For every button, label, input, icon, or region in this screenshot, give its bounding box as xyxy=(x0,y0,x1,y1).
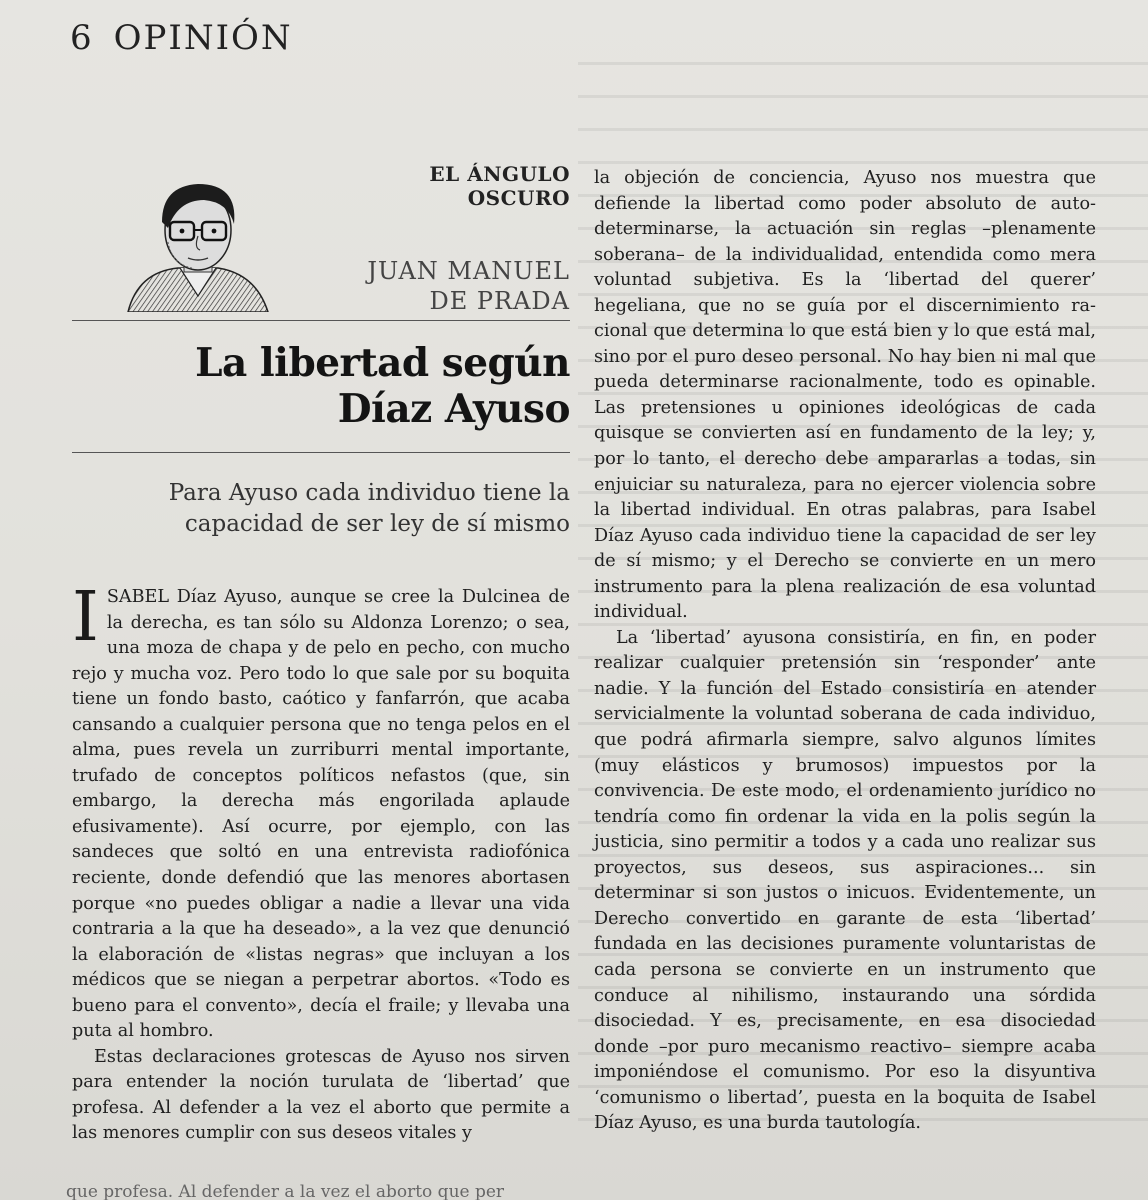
page-number: 6 xyxy=(70,18,94,58)
bleed-through-bottom-text: que profesa. Al defender a la vez el aborto que per xyxy=(66,1182,505,1200)
article-subheadline xyxy=(72,478,570,540)
author-portrait-icon xyxy=(118,172,278,312)
subheadline-line-1: Para Ayuso cada individuo tiene la xyxy=(168,480,570,506)
right-column xyxy=(594,166,1096,1137)
paragraph-1-text: SABEL Díaz Ayuso, aunque se cree la Dulcinea de la derecha, es tan sólo su Aldonza Lorenzo; o sea, una moza de chapa y de pelo en pecho, con mucho rejo y mucha voz. Pero todo lo que sale por su boquita tiene un fondo basto, caótico y fanfarrón, que acaba cansando a cualquier persona que no tenga pelos en el alma, pues revela un zurriburri mental importante, trufado de conceptos políticos nefastos (que, sin embargo, la derecha más engorilada aplaude efusivamente). Así ocurre, por ejemplo, con las sandeces que soltó en una entrevista radiofónica reciente, donde defendió que las menores abortasen porque «no puedes obligar a nadie a llevar una vida contraria a la que ha deseado», a la vez que denunció la elaboración de «listas negras» que incluyan a los médicos que se niegan a perpetrar abortos. «Todo es bueno para el convento», decía el fraile; y llevaba una puta al hombro. xyxy=(72,587,570,1042)
column-label: EL ÁNGULO OSCURO xyxy=(429,162,570,210)
article-headline xyxy=(72,340,570,432)
article-body-left xyxy=(72,578,570,1147)
paragraph-2: Estas declaraciones grotescas de Ayuso nos sirven para entender la noción turulata de ‘libertad’ que profesa. Al defender a la vez el aborto que permite a las menores cumplir con sus deseos vitales y xyxy=(72,1046,570,1144)
paragraph-2-continued: la objeción de conciencia, Ayuso nos muestra que defiende la libertad como poder absoluto de autodeterminarse, la actuación sin reglas –plenamente soberana– de la individualidad, entendida como mera voluntad subjetiva. Es la ‘libertad del querer’ hegeliana, que no se guía por el discernimiento racional que determina lo que está bien y lo que está mal, sino por el puro deseo personal. No hay bien ni mal que pueda determinarse racionalmente, todo es opinable. Las pretensiones u opiniones ideológicas de cada quisque se convierten así en fundamento de la ley; y, por lo tanto, el derecho debe ampararlas a todas, sin enjuiciar su naturaleza, para no ejercer violencia sobre la libertad individual. En otras palabras, para Isabel Díaz Ayuso cada individuo tiene la capacidad de ser ley de sí mismo; y el Derecho se convierte en un mero instrumento para la plena realización de esa voluntad individual. xyxy=(594,168,1096,623)
author-byline xyxy=(312,256,570,316)
headline-line-1: La libertad según xyxy=(195,340,570,386)
paragraph-3: La ‘libertad’ ayusona consistiría, en fin, en poder realizar cualquier pretensión sin ‘responder’ ante nadie. Y la función del Estado consistiría en atender servicialmente la voluntad soberana de cada individuo, que podrá afirmarla siempre, salvo algunos límites (muy elásticos y brumosos) impuestos por la convivencia. De este modo, el ordenamiento jurídico no tendría como fin ordenar la vida en la polis según la justicia, sino permitir a todos y a cada uno realizar sus proyectos, sus deseos, sus aspiraciones... sin determinar si son justos o inicuos. Evidentemente, un Derecho convertido en garante de esta ‘libertad’ fundada en las decisiones puramente voluntaristas de cada persona se convierte en un instrumento que conduce al nihilismo, instaurando una sórdida disociedad. Y es, precisamente, en esa disociedad donde –por puro mecanismo reactivo– siempre acaba imponiéndose el comunismo. Por eso la disyuntiva ‘comunismo o libertad’, puesta en la boquita de Isabel Díaz Ayuso, es una burda tautología. xyxy=(594,627,1096,1134)
dropcap: I xyxy=(72,578,99,657)
section-name: OPINIÓN xyxy=(113,18,293,58)
page-folio xyxy=(70,18,293,58)
headline-top-rule xyxy=(72,320,570,321)
headline-bottom-rule xyxy=(72,452,570,453)
article-body-right xyxy=(594,166,1096,1137)
author-line-1: JUAN MANUEL xyxy=(367,257,570,285)
headline-line-2: Díaz Ayuso xyxy=(337,386,570,432)
subheadline-line-2: capacidad de ser ley de sí mismo xyxy=(184,511,570,537)
author-line-2: DE PRADA xyxy=(429,287,570,315)
paragraph-1 xyxy=(72,578,570,1045)
